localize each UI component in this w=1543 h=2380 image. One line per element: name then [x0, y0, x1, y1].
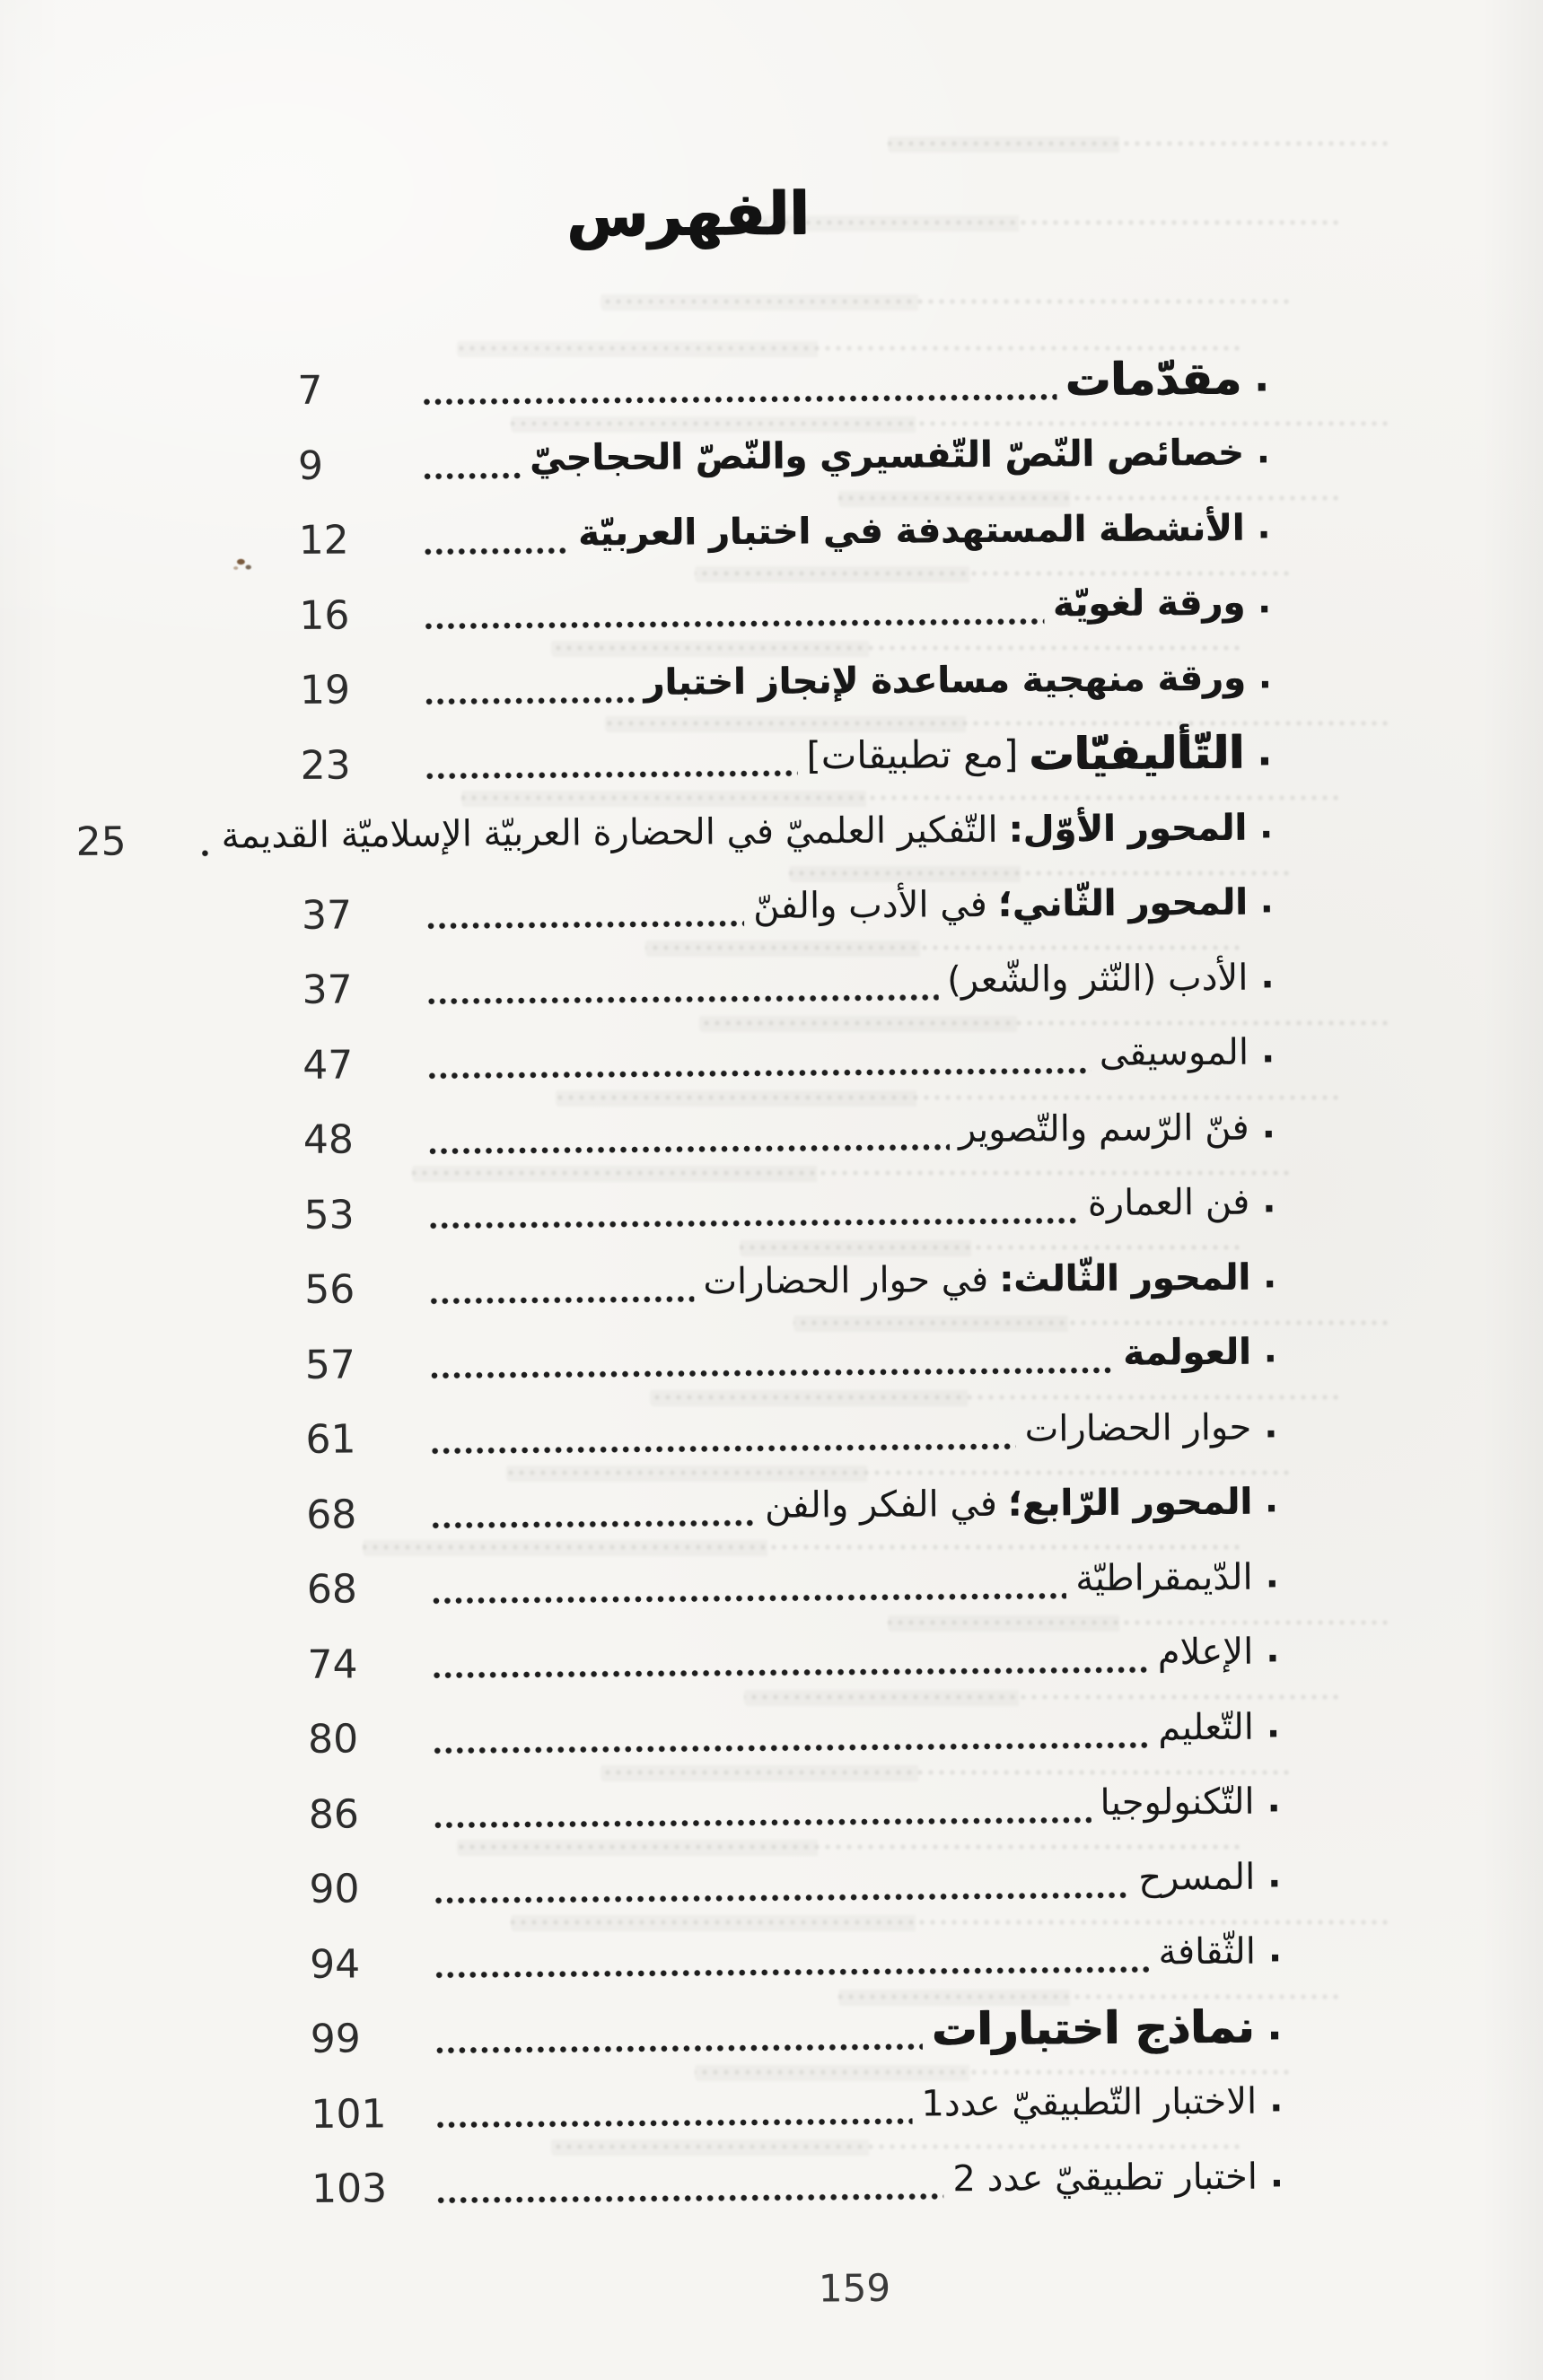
dot-leader [200, 847, 213, 858]
entry-label: ورقة لغويّة [1052, 582, 1246, 626]
toc-entry [75, 793, 1274, 876]
entry-prefix: التّأليفيّات [1029, 726, 1245, 781]
toc-entry [311, 2068, 1284, 2150]
dot-leader [426, 992, 939, 1006]
dot-leader [428, 1293, 694, 1306]
dot-leader [433, 1815, 1091, 1831]
entry-label: الأدب (النّثر والشّعر) [946, 957, 1249, 1002]
entry-label: مقدّمات [1065, 352, 1242, 406]
toc-list [75, 344, 1284, 2225]
dot-leader [422, 470, 521, 482]
entry-bullet: . [1269, 2154, 1284, 2196]
dot-leader [426, 1065, 1091, 1081]
toc-entry [300, 719, 1273, 801]
entry-bullet: . [1264, 1404, 1278, 1447]
entry-bullet: . [1259, 879, 1275, 922]
dot-leader [427, 1142, 950, 1157]
dot-leader [423, 545, 569, 556]
entry-bullet: . [1257, 505, 1271, 547]
dot-leader [425, 918, 744, 932]
toc-entry [305, 1318, 1278, 1401]
dot-leader [430, 1440, 1016, 1456]
entry-bullet: . [1267, 1854, 1282, 1896]
entry-bullet: . [1258, 655, 1273, 697]
entry-label: خصائص النّصّ التّفسيري والنّصّ الحجاجيّ [529, 432, 1244, 480]
toc-entry [307, 1543, 1280, 1625]
dot-leader [421, 391, 1056, 407]
toc-entry [310, 1918, 1283, 2000]
entry-page-number: 25 [75, 818, 127, 866]
entry-page-number: 94 [309, 1941, 361, 1988]
entry-page-number: 99 [310, 2016, 362, 2063]
toc-entry [304, 1243, 1277, 1326]
toc-entry [300, 643, 1273, 726]
dot-leader [428, 1215, 1079, 1231]
entry-bullet: . [1262, 1255, 1277, 1297]
dot-leader [432, 1739, 1149, 1755]
toc-entry [310, 1992, 1283, 2075]
entry-label: فنّ الرّسم والتّصوير [958, 1107, 1249, 1151]
entry-label: الاختبار التّطبيقيّ عدد1 [921, 2080, 1258, 2125]
entry-page-number: 56 [304, 1266, 355, 1314]
entry-page-number: 48 [302, 1116, 355, 1164]
entry-bullet: . [1267, 1779, 1281, 1821]
toc-entry [298, 419, 1271, 502]
toc-entry [307, 1618, 1280, 1701]
entry-label: الثّقافة [1158, 1930, 1257, 1973]
entry-prefix: المحور الثّاني؛ [997, 881, 1248, 926]
footer-page-number: 159 [818, 2265, 891, 2311]
entry-bullet: . [1260, 1029, 1276, 1072]
entry-bullet: . [1257, 580, 1272, 622]
entry-label: الإعلام [1157, 1631, 1254, 1674]
toc-entry [305, 1393, 1278, 1475]
entry-label: في حوار الحضارات [703, 1258, 989, 1303]
entry-label: [مع تطبيقات] [806, 731, 1019, 778]
entry-bullet: . [1265, 1554, 1279, 1597]
entry-page-number: 90 [309, 1866, 360, 1913]
toc-entry [302, 1019, 1276, 1101]
dot-leader [434, 2041, 923, 2055]
entry-bullet: . [1260, 955, 1275, 997]
entry-bullet: . [1256, 430, 1271, 472]
entry-page-number: 57 [304, 1342, 356, 1388]
entry-page-number: 80 [307, 1716, 359, 1763]
entry-bullet: . [1264, 1479, 1279, 1521]
entry-page-number: 103 [311, 2166, 388, 2213]
entry-label: فن العمارة [1087, 1181, 1250, 1225]
entry-page-number: 23 [300, 742, 351, 789]
entry-bullet: . [1261, 1105, 1276, 1147]
page-title: الفهرس [565, 179, 811, 250]
entry-page-number: 37 [301, 892, 353, 939]
entry-page-number: 7 [297, 367, 323, 415]
entry-page-number: 86 [308, 1791, 360, 1838]
entry-label: في الأدب والفنّ [752, 884, 987, 928]
toc-entry [302, 869, 1275, 951]
entry-prefix: المحور الأوّل: [1008, 807, 1248, 851]
entry-page-number: 19 [299, 667, 351, 714]
entry-bullet: . [1267, 2000, 1283, 2050]
entry-bullet: . [1256, 726, 1273, 775]
toc-entry [303, 1093, 1276, 1176]
entry-page-number: 68 [306, 1566, 358, 1614]
entry-page-number: 47 [302, 1042, 354, 1089]
entry-page-number: 74 [307, 1641, 358, 1688]
entry-bullet: . [1267, 1929, 1283, 1971]
entry-label: التّعليم [1158, 1706, 1255, 1749]
dot-leader [423, 617, 1044, 632]
entry-bullet: . [1268, 2078, 1284, 2121]
entry-label: نماذج اختبارات [931, 2000, 1255, 2056]
dot-leader [434, 1889, 1130, 1905]
dot-leader [425, 768, 798, 782]
entry-label: حوار الحضارات [1024, 1406, 1252, 1450]
entry-label: اختبار تطبيقيّ عدد 2 [952, 2156, 1258, 2201]
entry-bullet: . [1262, 1179, 1276, 1221]
entry-prefix: المحور الثّالث: [998, 1256, 1251, 1300]
dot-leader [430, 1518, 756, 1531]
entry-page-number: 12 [298, 517, 349, 564]
entry-label: المسرح [1138, 1856, 1256, 1899]
dot-leader [429, 1365, 1114, 1381]
entry-page-number: 16 [299, 592, 350, 639]
ink-stain [232, 555, 255, 573]
entry-page-number: 53 [303, 1192, 355, 1238]
entry-label: التّكنولوجيا [1100, 1781, 1255, 1824]
dot-leader [434, 1964, 1150, 1981]
toc-entry [306, 1468, 1279, 1551]
toc-entry [303, 1168, 1276, 1251]
toc-entry [308, 1693, 1281, 1775]
entry-label: الموسيقى [1099, 1031, 1249, 1075]
entry-label: الدّيمقراطيّة [1075, 1556, 1253, 1599]
entry-label: ورقة منهجية مساعدة لإنجاز اختبار [644, 657, 1246, 704]
toc-entry [298, 494, 1271, 576]
toc-entry [302, 943, 1275, 1026]
entry-label: في الفكر والفن [764, 1483, 998, 1527]
entry-label: العولمة [1122, 1331, 1251, 1374]
entry-page-number: 68 [306, 1492, 357, 1538]
entry-label: الأنشطة المستهدفة في اختبار العربيّة [577, 507, 1245, 555]
entry-bullet: . [1263, 1329, 1278, 1371]
toc-entry [311, 2142, 1284, 2225]
dot-leader [435, 2191, 943, 2205]
entry-prefix: المحور الرّابع؛ [1007, 1481, 1253, 1526]
dot-leader [431, 1590, 1067, 1606]
entry-bullet: . [1266, 1629, 1280, 1671]
entry-bullet: . [1253, 352, 1270, 401]
dot-leader [435, 2116, 913, 2131]
entry-page-number: 101 [311, 2090, 387, 2138]
toc-entry [299, 569, 1272, 652]
dot-leader [424, 695, 635, 707]
entry-bullet: . [1258, 805, 1274, 847]
entry-page-number: 61 [305, 1416, 356, 1464]
dot-leader [432, 1665, 1149, 1681]
toc-entry [309, 1768, 1282, 1851]
entry-label: التّفكير العلميّ في الحضارة العربيّة الإسلاميّة القديمة [221, 809, 998, 857]
entry-bullet: . [1266, 1704, 1281, 1746]
entry-page-number: 37 [302, 967, 353, 1014]
entry-page-number: 9 [297, 442, 324, 489]
toc-entry [309, 1842, 1282, 1925]
toc-entry [297, 344, 1270, 426]
